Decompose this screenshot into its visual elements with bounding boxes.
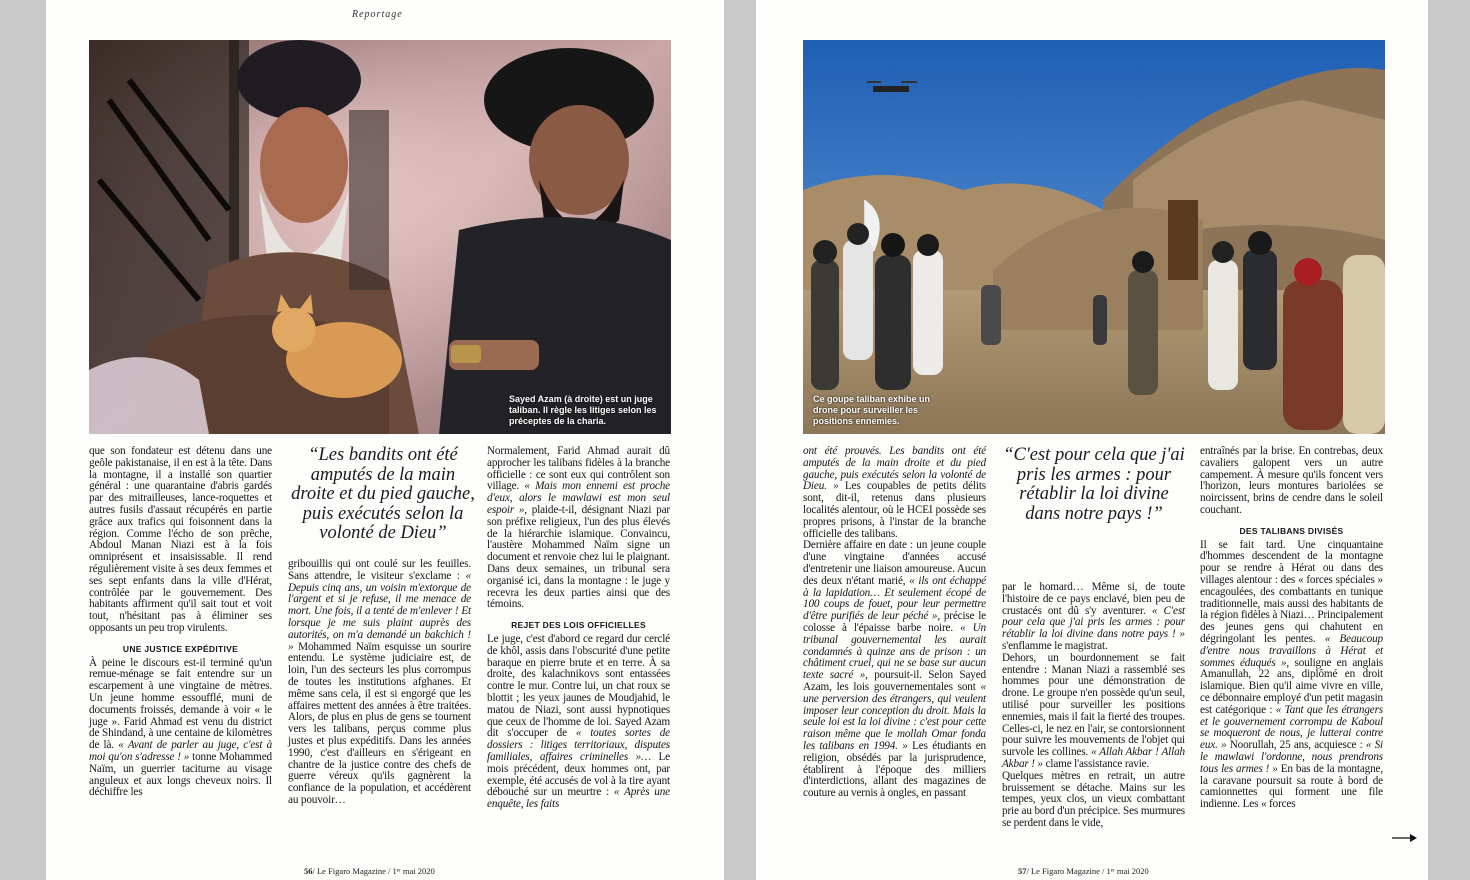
photo-caption-left: Sayed Azam (à droite) est un juge taliban. Il règle les litiges selon les préceptes de la charia. bbox=[509, 394, 657, 426]
subheading-divises: DES TALIBANS DIVISÉS bbox=[1239, 525, 1344, 536]
folio-left bbox=[304, 866, 435, 876]
r-col3-para1: entraînés par la brise. En contrebas, deux cavaliers galopent vers un autre campement. À mesure qu'ils foncent vers l'horizon, leurs montures bariolées se noircissent, brins de cendre dans le soleil couchant. bbox=[1200, 445, 1383, 516]
r-col2-para1-end: s'enflamme le magistrat. bbox=[1002, 639, 1108, 652]
r-col1-para2-mid2: poursuit-il. Selon Sayed Azam, les lois gouvernementales sont bbox=[803, 669, 986, 693]
article-column-5 bbox=[1002, 582, 1185, 830]
r-col1-para2-quote: « ils ont échappé à la lapidation… Et seulement écopé de 100 coups de fouet, pour leur permettre d'être purifiés de leur péché », bbox=[803, 574, 986, 623]
subheading-justice: UNE JUSTICE EXPÉDITIVE bbox=[122, 643, 239, 654]
col1-para1: que son fondateur est détenu dans une geôle pakistanaise, il en est à la tête. Dans la montagne, il a installé son quartier général : une quarantaine d'abris gardés par des mitrailleuses, lance-roquettes et autres fusils d'assaut récupérés en partie grâce aux trafics qui foisonnent dans la région. Comme l'écho de son prêche, Abdoul Manan Niazi est à la fois omniprésent et insaisissable. Il rend régulièrement visite à ses deux femmes et ses sept enfants dans la ville d'Hérat, contrôlée par le gouvernement. Des habitants affirment qu'il sait tout et voit tout, n'hésitant pas à éliminer ses opposants un peu trop virulents. bbox=[89, 445, 272, 634]
r-col3-para2-quote3: « Si le mawlawi l'ordonne, nous prendrons tous les armes ! » bbox=[1200, 739, 1383, 775]
r-col3-para2-quote2: « Tant que les étrangers et le gouvernement corrompu de Kaboul se moqueront de nous, je lutterai contre eux. » bbox=[1200, 703, 1383, 752]
r-col3-para2-mid: souligne en anglais Amanullah, 22 ans, diplômé en droit islamique. Bien qu'il aime vivre en ville, ce débonnaire employé d'un petit magasin est catégorique : bbox=[1200, 656, 1383, 716]
pull-quote-left: “Les bandits ont été amputés de la main droite et du pied gauche, puis exécutés selon la volonté de Dieu” bbox=[291, 445, 475, 543]
col2-para1-quote: « Depuis cinq ans, un voisin m'extorque de l'argent et si je refuse, il me menace de mort. Une fois, il a tenté de m'enlever ! Et lorsque je me suis plaint auprès des autorités, on m'a demandé un bakchich ! » bbox=[288, 569, 471, 653]
col3-para2: Le juge, c'est d'abord ce regard dur cerclé de khôl, assis dans l'obscurité d'une petite baraque en pierre brute et en terre. À sa droite, des kalachnikovs sont entassées contre le mur. Contre lui, un chat roux se blottit ; les yeux jaunes de Moudjahid, le matou de Niazi, sont aussi hypnotiques que ceux de l'homme de loi. Sayed Azam dit s'occuper de bbox=[487, 632, 670, 740]
r-col1-para2-quote2: « Un tribunal gouvernemental les aurait condamnés à quinze ans de prison : un châtiment cruel, qui ne se base sur aucun texte sacré », bbox=[803, 621, 986, 682]
article-column-4 bbox=[803, 446, 986, 800]
photo-caption-right: Ce goupe taliban exhibe un drone pour surveiller les positions ennemies. bbox=[813, 394, 931, 426]
r-col2-para1-quote: « C'est pour cela que j'ai pris les armes : pour rétablir la loi divine dans notre pays ! » bbox=[1002, 604, 1185, 641]
r-col1-para2-mid: précise le colosse à l'épaisse barbe noire. bbox=[803, 610, 986, 634]
col3-para2-mid: Le mois précédent, deux hommes ont, par exemple, été accusés de vol à la tire ayant débouché sur un meurtre : bbox=[487, 750, 670, 799]
judge-photo-illustration bbox=[89, 40, 671, 434]
article-column-3 bbox=[487, 446, 670, 811]
r-col1-para2-end: Les étudiants en religion, obsédés par la jurisprudence, établirent à l'époque des milliers d'interdictions, allant des magazines de couture au vernis à ongles, en passant bbox=[803, 739, 986, 800]
right-page bbox=[756, 0, 1428, 880]
subheading-rejet: REJET DES LOIS OFFICIELLES bbox=[511, 620, 646, 631]
continue-arrow-icon bbox=[1392, 833, 1418, 843]
r-col3-para2-end: En bas de la montagne, la caravane poursuit sa route à bord de camionnettes qui forment une file indienne. Les « forces bbox=[1200, 762, 1384, 811]
folio-text-right: / Le Figaro Magazine / 1ᵉʳ mai 2020 bbox=[1026, 866, 1149, 876]
photo-drone-group bbox=[803, 40, 1385, 434]
r-col3-para2: Il se fait tard. Une cinquantaine d'hommes descendent de la montagne pour se rendre à Hérat ou dans des villages alentour : des « forces spéciales » encagoulées, des combattants en tunique traditionnelle, mais aussi des habitants de la région fidèles à Niazi… Principalement des jeunes gens qui chahutent en dégringolant les pentes. bbox=[1200, 538, 1383, 645]
article-column-6 bbox=[1200, 446, 1383, 811]
r-col2-para3: Quelques mètres en retrait, un autre bruissement se détache. Mains sur les tempes, yeux clos, un vieux combattant prie au bord d'un précipice. Ses murmures se perdent dans le vide, bbox=[1002, 769, 1185, 829]
col3-para1-end: plaide-t-il, désignant Niazi par son préfixe religieux, l'un des plus élevés de la hiérarchie islamique. Convaincu, l'austère Mohammed Naïm signe un document et renvoie chez lui le plaignant. Dans deux semaines, un tribunal sera organisé ici, dans la montagne : le juge y recevra les deux parties ainsi que des témoins. bbox=[487, 503, 670, 611]
r-col3-para2-mid2: Noorullah, 25 ans, acquiesce : bbox=[1229, 739, 1363, 752]
r-col1-para1-quote: ont été prouvés. Les bandits ont été amputés de la main droite et du pied gauche, puis exécutés selon la volonté de Dieu. » bbox=[803, 445, 986, 493]
r-col2-para1: par le homard… Même si, de toute l'histoire de ce pays enclavé, bien peu de crustacés ont dû s'y aventurer. bbox=[1002, 581, 1185, 617]
col3-para1-quote: « Mais mon ennemi est proche d'eux, alors le mawlawi est mon seul espoir », bbox=[487, 480, 670, 516]
r-col1-para2: Dernière affaire en date : un jeune couple d'une vingtaine d'années accusé d'entretenir une liaison amoureuse. Aucun des deux n'étant marié, bbox=[803, 539, 986, 587]
r-col1-para1-end: Les coupables de petits délits sont, dit-il, retenus dans plusieurs localités alentour, où le HCEI possède ses propres prisons, à l'instar de la branche officielle des talibans. bbox=[803, 480, 986, 540]
folio-text-left: / Le Figaro Magazine / 1ᵉʳ mai 2020 bbox=[312, 866, 435, 876]
r-col2-para2-quote: « Allah Akbar ! Allah Akbar ! » bbox=[1002, 746, 1185, 770]
col1-para2-end: tonne Mohammed Naïm, un guerrier taciturne au visage anguleux et aux longs cheveux noirs. Il déchiffre les bbox=[89, 750, 272, 799]
section-kicker: Reportage bbox=[352, 9, 403, 20]
col1-para2: À peine le discours est-il terminé qu'un remue-ménage se fait entendre sur un escarpement à une vingtaine de mètres. Un jeune homme essoufflé, muni de documents froissés, demande à voir « le juge ». Farid Ahmad est venu du district de Shindand, à une centaine de kilomètres de là. bbox=[89, 656, 272, 752]
r-col3-para2-quote: « Beaucoup d'entre nous travaillons à Hérat et sommes éduqués », bbox=[1200, 632, 1383, 669]
col2-para1-end: Mohammed Naïm esquisse un sourire entendu. Le système judiciaire est, de loin, l'un des secteurs les plus corrompus de toutes les institutions afghanes. Et même sans cela, il est si engorgé que les affaires mettent des années à être traitées. Alors, de plus en plus de gens se tournent vers les talibans, perçus comme plus justes et plus expéditifs. Dans les années 1990, c'est d'ailleurs en s'érigeant en chantre de la justice contre des chefs de guerre véreux qu'ils gagnèrent la confiance de la population, et accédèrent au pouvoir… bbox=[288, 640, 471, 806]
col3-para2-quote: « toutes sortes de dossiers : litiges territoriaux, disputes familiales, affaires criminelles »… bbox=[487, 727, 670, 763]
page-number-right: 57 bbox=[1018, 866, 1027, 876]
folio-right bbox=[1018, 866, 1149, 876]
col3-para2-quote2: « Après une enquête, les faits bbox=[487, 786, 670, 811]
drone-photo-illustration bbox=[803, 40, 1385, 434]
left-page bbox=[46, 0, 724, 880]
col3-para1: Normalement, Farid Ahmad aurait dû approcher les talibans fidèles à la branche officielle : ce sont eux qui contrôlent son village. bbox=[487, 445, 670, 493]
r-col1-para2-quote3: « une perversion des étrangers, qui veulent imposer leur conception du droit. Mais la seule loi est la loi divine : c'est pour cette raison même que le mollah Omar fonda les talibans en 1994. » bbox=[803, 680, 986, 752]
col2-para1: gribouillis qui ont coulé sur les feuilles. Sans attendre, le visiteur s'exclame : bbox=[288, 558, 471, 582]
col1-para2-quote: « Avant de parler au juge, c'est à moi qu'on s'adresse ! » bbox=[89, 739, 273, 763]
pull-quote-right: “C'est pour cela que j'ai pris les armes : pour rétablir la loi divine dans notre pays !” bbox=[1003, 445, 1185, 524]
r-col2-para2-end: clame l'assistance ravie. bbox=[1045, 757, 1150, 770]
r-col2-para2: Dehors, un bourdonnement se fait entendre : Manan Niazi a rassemblé ses hommes pour une démonstration de drone. Le groupe n'en possède qu'un seul, utilisé pour surveiller les positions ennemies, mais il fait la fierté des troupes. Celles-ci, le nez en l'air, se contorsionnent pour suivre les mouvements de l'objet qui survole les collines. bbox=[1002, 651, 1185, 759]
article-column-1 bbox=[89, 446, 272, 799]
article-column-2 bbox=[288, 559, 471, 807]
page-number-left: 56 bbox=[304, 866, 313, 876]
photo-judge-portrait bbox=[89, 40, 671, 434]
